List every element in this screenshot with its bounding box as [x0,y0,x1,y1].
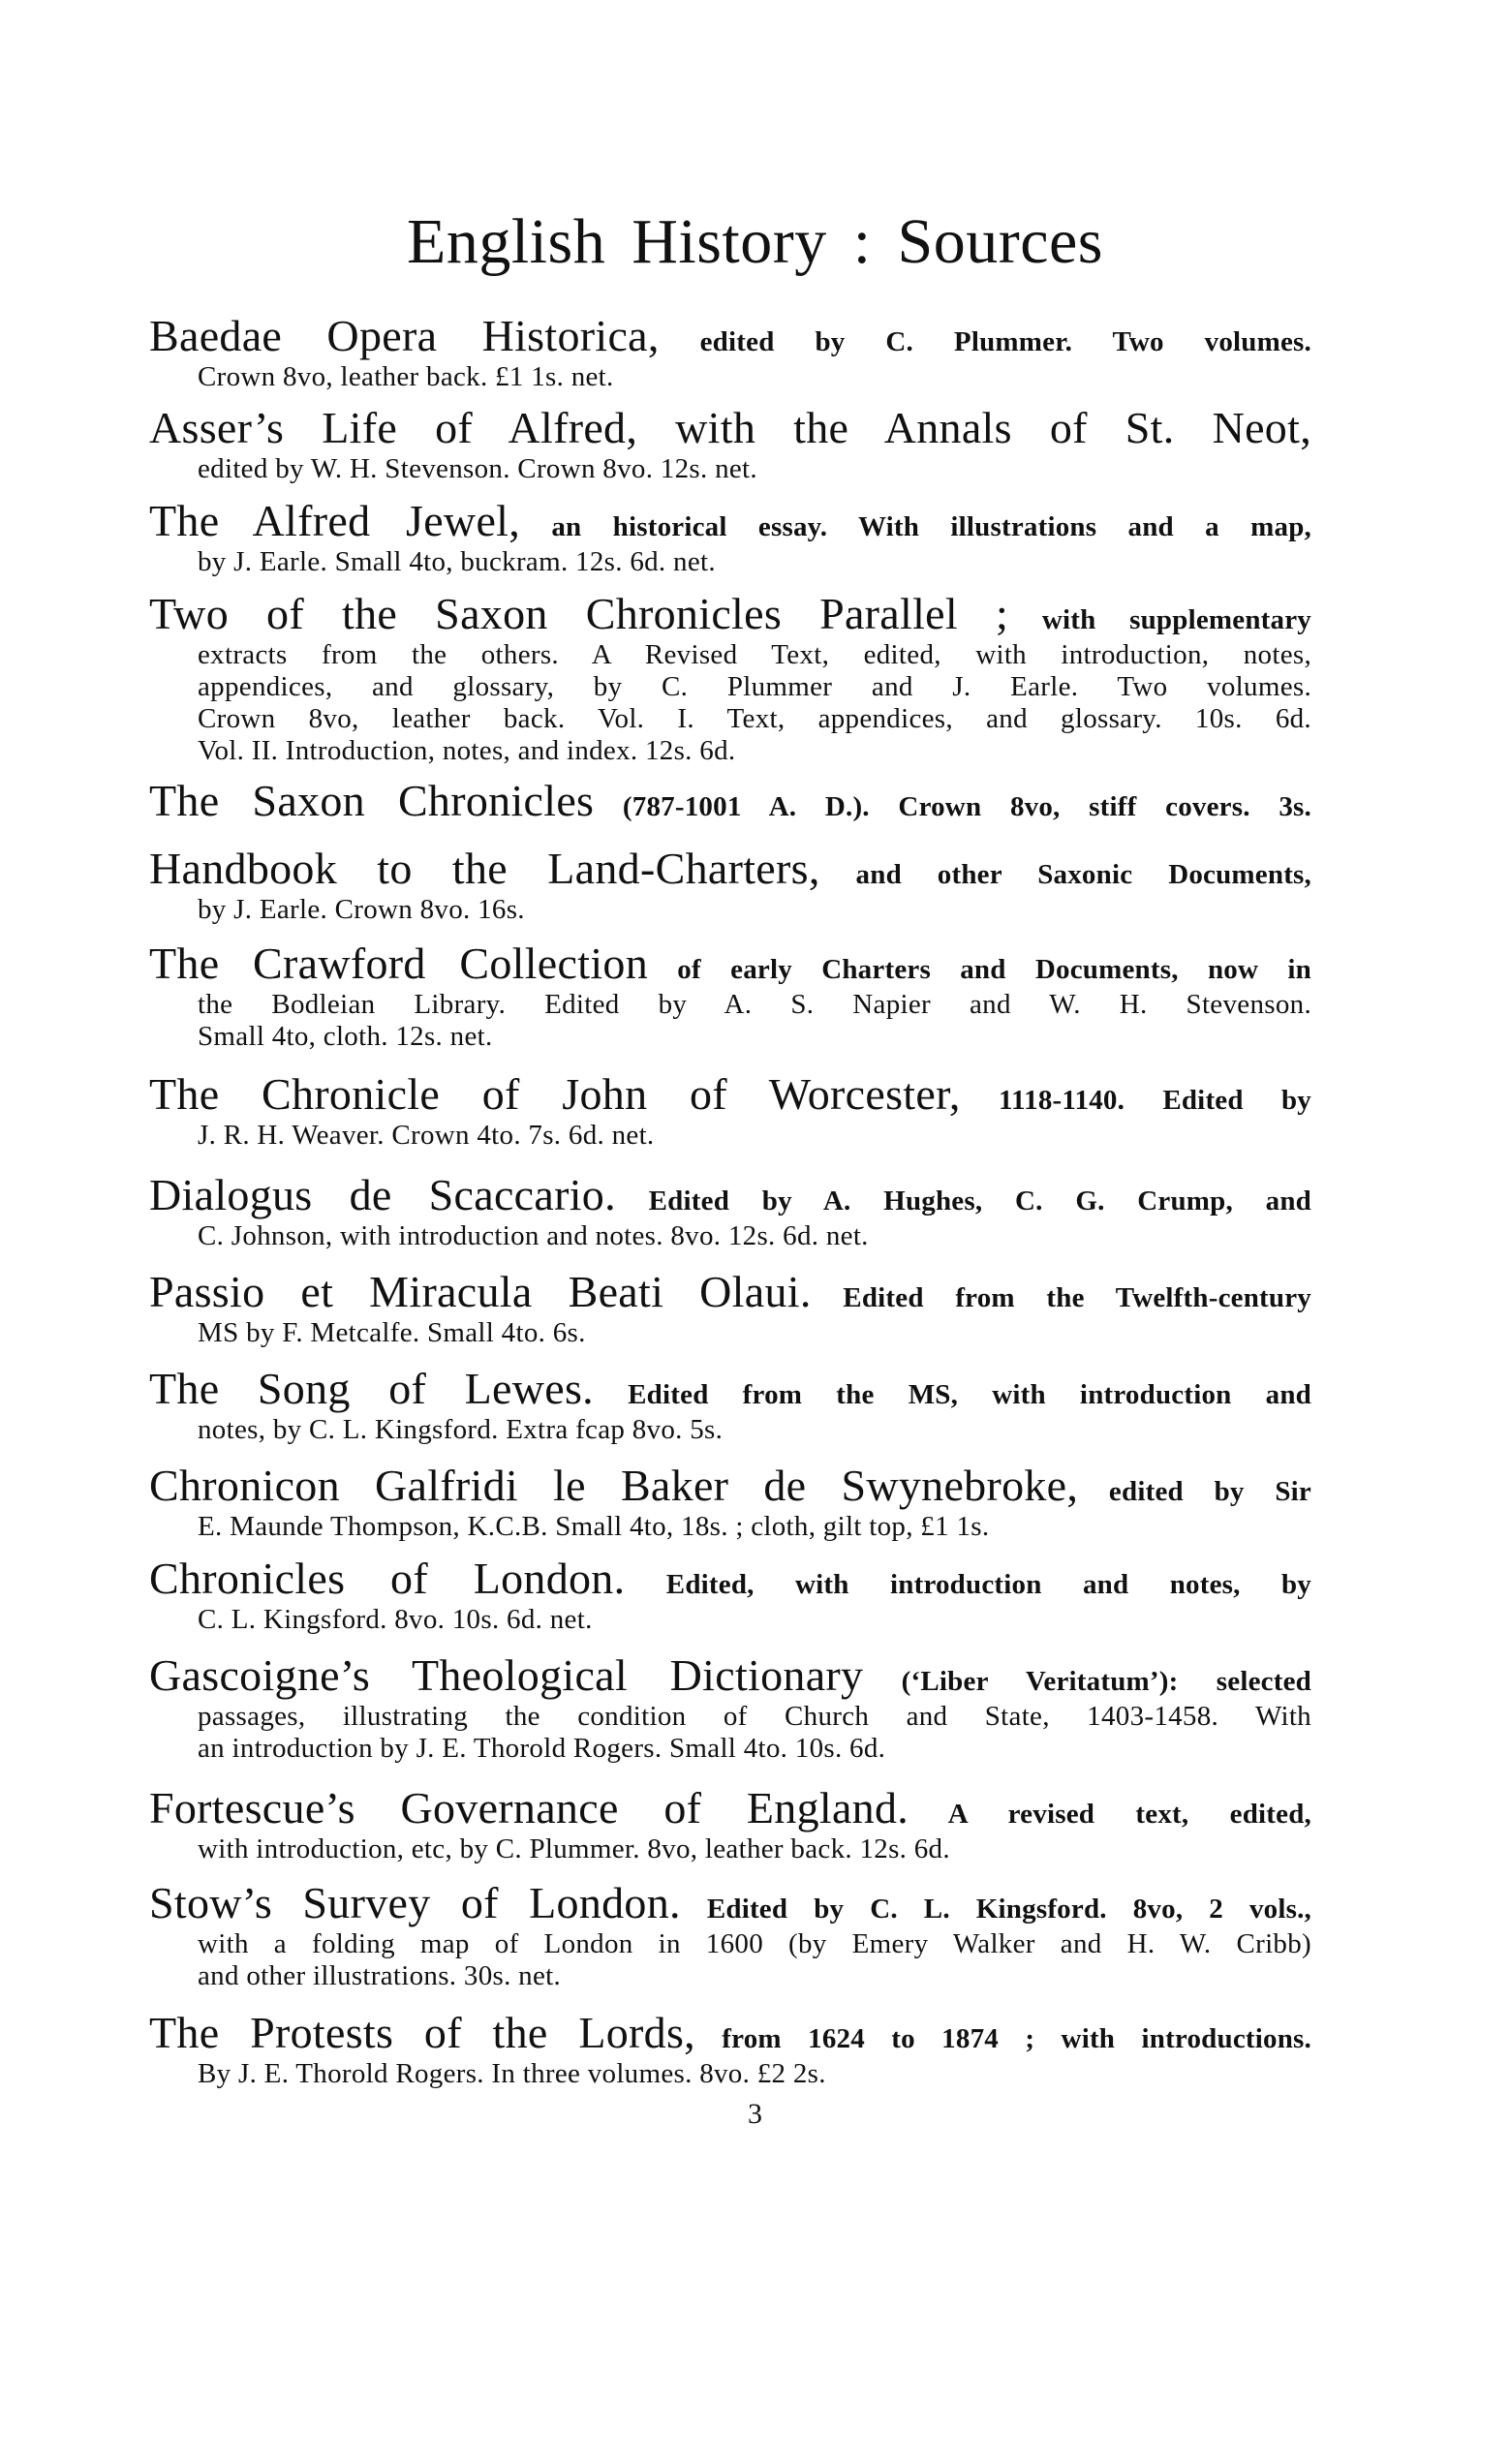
entry-heading-description: of early Charters and Documents, now in [648,954,1311,985]
entry-title: The Saxon Chronicles [149,776,595,825]
entry-heading-line [149,1462,1311,1510]
entry-heading-description: edited by Sir [1078,1476,1311,1507]
entry-detail-line: with introduction, etc, by C. Plummer. 8vo, leather back. 12s. 6d. [198,1833,950,1864]
entry-title: Fortescue’s Governance of England. [149,1783,909,1833]
entry-detail-line: J. R. H. Weaver. Crown 4to. 7s. 6d. net. [198,1120,655,1151]
page-title: English History : Sources [407,206,1103,277]
entry-detail-line: notes, by C. L. Kingsford. Extra fcap 8vo. 5s. [198,1414,724,1445]
entry-detail-line: Crown 8vo, leather back. £1 1s. net. [198,361,614,392]
entry-detail-line: Crown 8vo, leather back. Vol. I. Text, appendices, and glossary. 10s. 6d. [198,703,1311,734]
entry-detail-line: E. Maunde Thompson, K.C.B. Small 4to, 18s. ; cloth, gilt top, £1 1s. [198,1511,990,1542]
entry-detail-line: by J. Earle. Crown 8vo. 16s. [198,894,525,925]
entry-heading-line [149,1555,1311,1603]
entry-heading-line [149,1268,1311,1316]
entry-detail-line: By J. E. Thorold Rogers. In three volumes. 8vo. £2 2s. [198,2058,826,2089]
page-number: 3 [748,2098,762,2130]
entry-heading-line [149,1171,1311,1219]
entry-heading-line [149,1879,1311,1927]
entry-heading-description: with supplementary [1008,604,1312,635]
entry-heading-line [149,404,1311,452]
entry-heading-line [149,497,1311,545]
entry-heading-description: Edited from the Twelfth-century [811,1282,1311,1313]
entry-heading-description: Edited, with introduction and notes, by [625,1569,1312,1600]
entry-detail-line: extracts from the others. A Revised Text, edited, with introduction, notes, [198,639,1311,670]
entry-heading-description: edited by C. Plummer. Two volumes. [659,326,1311,357]
entry-title: The Song of Lewes. [149,1364,594,1413]
entry-heading-line [149,1070,1311,1119]
entry-detail-line: and other illustrations. 30s. net. [198,1960,562,1991]
entry-heading-line [149,590,1311,638]
entry-detail-line: MS by F. Metcalfe. Small 4to. 6s. [198,1317,586,1348]
entry-heading-description: and other Saxonic Documents, [819,859,1311,890]
entry-title: Asser’s Life of Alfred, with the Annals of St. Neot, [149,403,1311,452]
entry-detail-line: the Bodleian Library. Edited by A. S. Napier and W. H. Stevenson. [198,989,1311,1020]
entry-title: Chronicles of London. [149,1554,626,1603]
entry-heading-line [149,939,1311,988]
entry-detail-line: C. L. Kingsford. 8vo. 10s. 6d. net. [198,1604,593,1635]
entry-detail-line: passages, illustrating the condition of Church and State, 1403-1458. With [198,1701,1311,1732]
entry-title: The Crawford Collection [149,939,648,988]
entry-detail-line: Vol. II. Introduction, notes, and index. 12s. 6d. [198,735,736,766]
entry-heading-line [149,1651,1311,1700]
entry-title: Chronicon Galfridi le Baker de Swynebroke, [149,1461,1079,1510]
entry-title: Dialogus de Scaccario. [149,1170,616,1219]
entry-detail-line: appendices, and glossary, by C. Plummer and J. Earle. Two volumes. [198,671,1311,702]
entry-heading-line [149,1365,1311,1413]
entry-detail-line: by J. Earle. Small 4to, buckram. 12s. 6d. net. [198,546,716,577]
entry-title: Stow’s Survey of London. [149,1878,681,1927]
entry-heading-line [149,2009,1311,2057]
entry-detail-line: C. Johnson, with introduction and notes. 8vo. 12s. 6d. net. [198,1220,869,1251]
entry-heading-description: Edited by A. Hughes, C. G. Crump, and [615,1186,1311,1217]
entry-detail-line: with a folding map of London in 1600 (by Emery Walker and H. W. Cribb) [198,1928,1311,1959]
entry-detail-line: Small 4to, cloth. 12s. net. [198,1021,493,1052]
entry-title: The Alfred Jewel, [149,496,521,545]
entry-heading-description: (‘Liber Veritatum’): selected [863,1666,1311,1697]
entry-heading-description: Edited from the MS, with introduction and [593,1379,1312,1410]
entry-title: Passio et Miracula Beati Olaui. [149,1267,812,1316]
entry-title: The Protests of the Lords, [149,2008,695,2057]
entry-title: Gascoigne’s Theological Dictionary [149,1650,864,1700]
entry-title: Two of the Saxon Chronicles Parallel ; [149,589,1009,638]
entry-detail-line: edited by W. H. Stevenson. Crown 8vo. 12s. net. [198,453,757,484]
entry-heading-description: from 1624 to 1874 ; with introductions. [694,2023,1311,2054]
entry-heading-description: (787-1001 A. D.). Crown 8vo, stiff covers. 3s. [594,791,1311,822]
entry-heading-line [149,777,1311,825]
entry-heading-line [149,1784,1311,1833]
entry-heading-description: A revised text, edited, [909,1799,1311,1830]
entry-heading-line [149,845,1311,893]
entry-title: Handbook to the Land-Charters, [149,844,820,893]
entry-heading-description: an historical essay. With illustrations and a map, [520,511,1311,542]
entry-title: Baedae Opera Historica, [149,311,660,360]
entry-detail-line: an introduction by J. E. Thorold Rogers. Small 4to. 10s. 6d. [198,1733,886,1764]
entry-heading-line [149,312,1311,360]
entry-title: The Chronicle of John of Worcester, [149,1069,961,1119]
entry-heading-description: Edited by C. L. Kingsford. 8vo, 2 vols., [680,1894,1311,1925]
entry-heading-description: 1118-1140. Edited by [960,1085,1311,1116]
